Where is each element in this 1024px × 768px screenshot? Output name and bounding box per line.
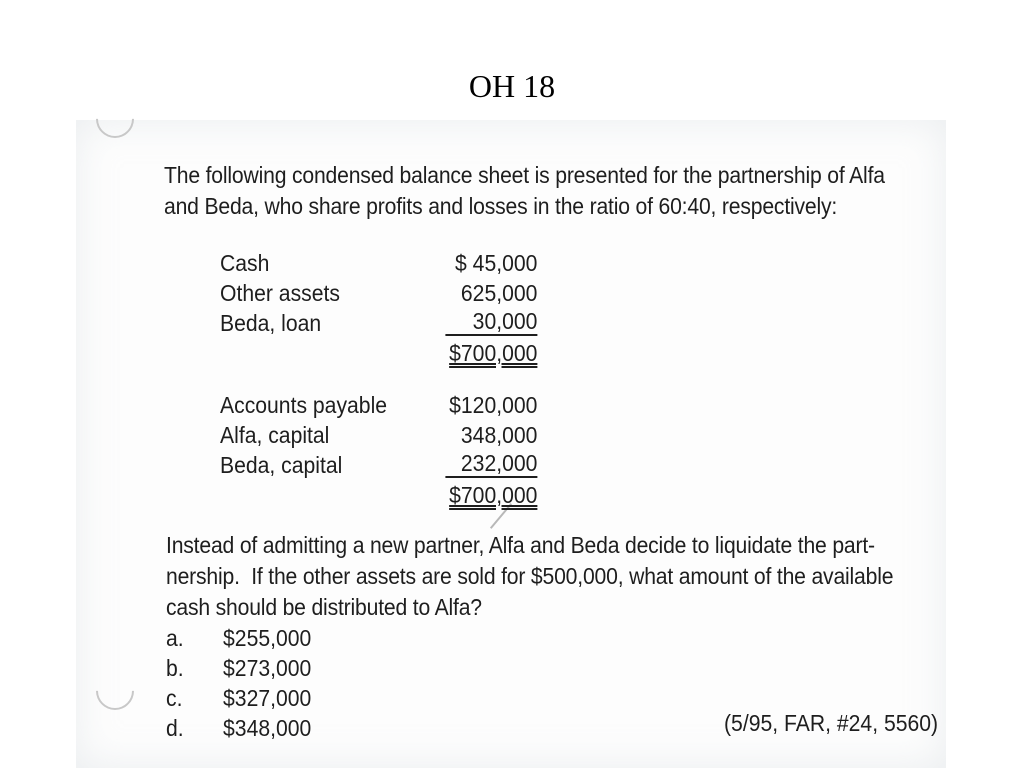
choice-value: $255,000 bbox=[223, 625, 312, 651]
intro-line-1: The following condensed balance sheet is presented for the partnership of Alfa bbox=[164, 162, 885, 188]
asset-label: Beda, loan bbox=[220, 310, 322, 336]
liability-label: Accounts payable bbox=[220, 392, 388, 418]
source-citation: (5/95, FAR, #24, 5560) bbox=[724, 710, 939, 736]
intro-line-2: and Beda, who share profits and losses in the ratio of 60:40, respectively: bbox=[164, 193, 838, 219]
question-line-3: cash should be distributed to Alfa? bbox=[166, 594, 482, 620]
assets-total: $700,000 bbox=[449, 340, 538, 366]
choice-value: $348,000 bbox=[223, 715, 312, 741]
liability-amount: $120,000 bbox=[449, 392, 538, 418]
choice-b bbox=[166, 653, 350, 683]
liability-amount: 232,000 bbox=[445, 450, 537, 478]
asset-label: Cash bbox=[220, 250, 270, 276]
answer-choices bbox=[166, 623, 350, 743]
problem-intro bbox=[164, 160, 955, 222]
asset-amount: 30,000 bbox=[445, 308, 537, 336]
liabilities-total: $700,000 bbox=[449, 482, 538, 508]
choice-c bbox=[166, 683, 350, 713]
choice-value: $327,000 bbox=[223, 685, 312, 711]
asset-amount: 625,000 bbox=[460, 280, 538, 306]
choice-letter: d. bbox=[166, 715, 184, 741]
choice-value: $273,000 bbox=[223, 655, 312, 681]
asset-label: Other assets bbox=[220, 280, 340, 306]
asset-amount: $ 45,000 bbox=[455, 250, 538, 276]
choice-letter: a. bbox=[166, 625, 184, 651]
choice-a bbox=[166, 623, 350, 653]
choice-letter: c. bbox=[166, 685, 183, 711]
choice-d bbox=[166, 713, 350, 743]
liability-label: Alfa, capital bbox=[220, 422, 330, 448]
slide-title: OH 18 bbox=[468, 68, 556, 104]
question-line-1: Instead of admitting a new partner, Alfa and Beda decide to liquidate the part- bbox=[166, 532, 875, 558]
liability-label: Beda, capital bbox=[220, 452, 343, 478]
choice-letter: b. bbox=[166, 655, 184, 681]
liability-amount: 348,000 bbox=[460, 422, 538, 448]
problem-question bbox=[166, 530, 957, 623]
question-line-2: nership. If the other assets are sold for $500,000, what amount of the available bbox=[166, 563, 894, 589]
